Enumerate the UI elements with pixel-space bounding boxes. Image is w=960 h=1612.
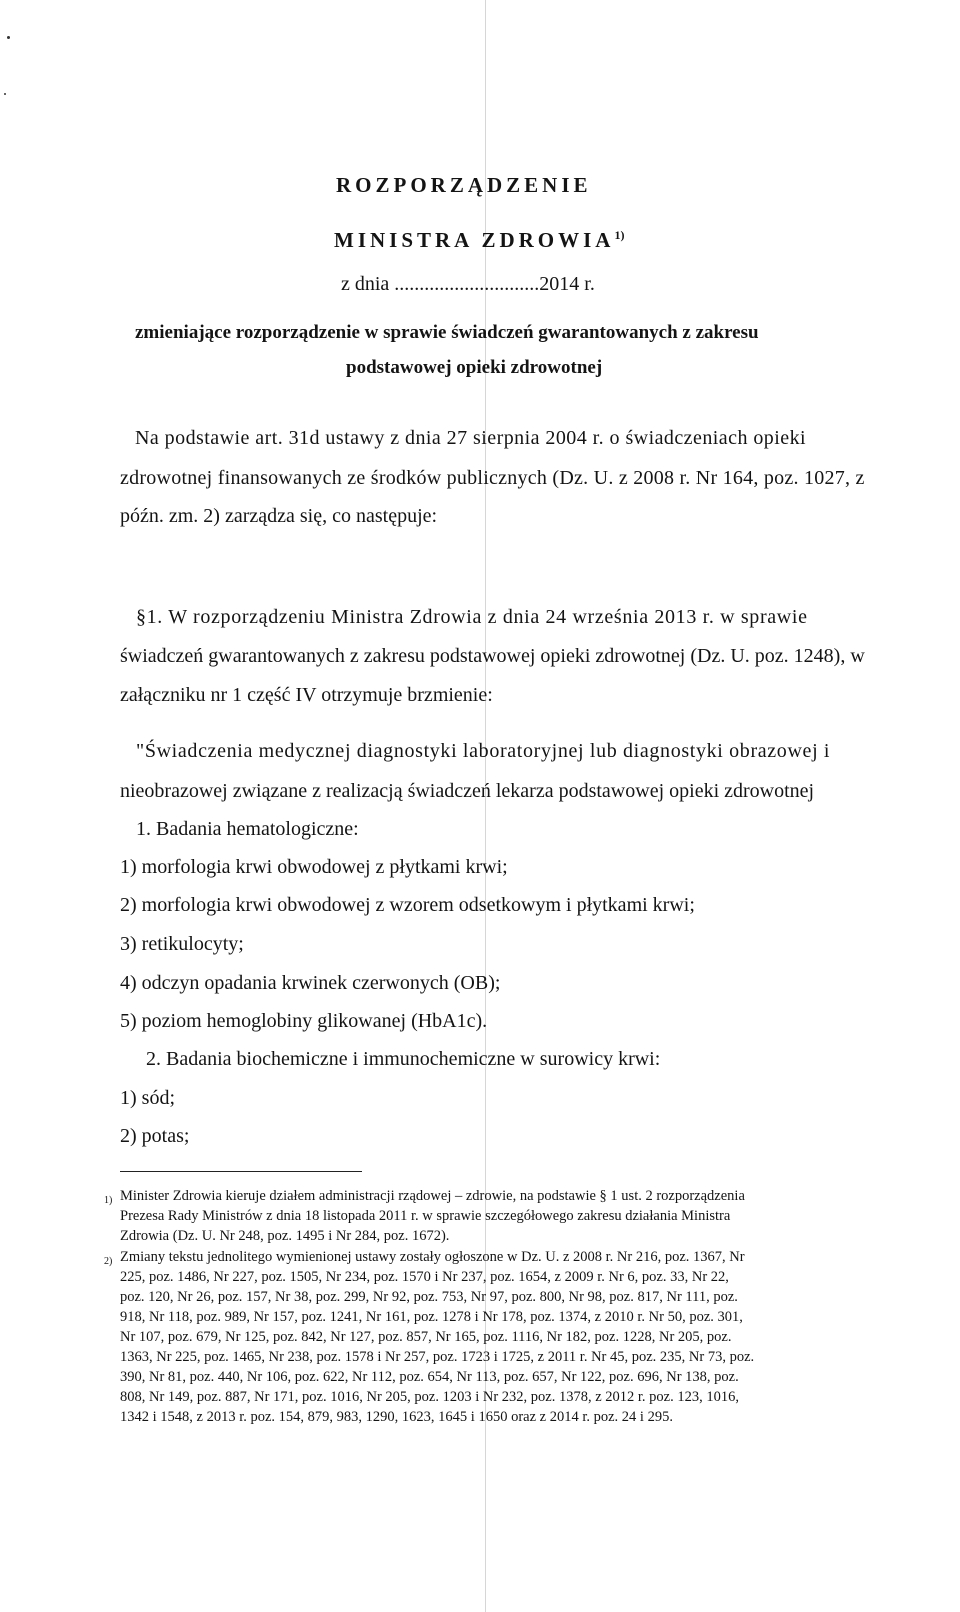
quote-line-1: "Świadczenia medycznej diagnostyki laboratoryjnej lub diagnostyki obrazowej i [136,740,831,762]
footnote-line: 808, Nr 149, poz. 887, Nr 171, poz. 1016, Nr 205, poz. 1203 i Nr 232, poz. 1378, z 2012 r. poz. 123, 1016, [120,1389,739,1405]
footnote-1 [120,1186,745,1246]
footnote-line: 1363, Nr 225, poz. 1465, Nr 238, poz. 1578 i Nr 257, poz. 1723 i 1725, z 2011 r. Nr 45, poz. 235, Nr 73, poz. [120,1349,755,1365]
footnote-separator [120,1171,362,1172]
preamble-line-1: Na podstawie art. 31d ustawy z dnia 27 sierpnia 2004 r. o świadczeniach opieki [135,427,807,449]
footnote-line: 918, Nr 118, poz. 989, Nr 157, poz. 1241, Nr 161, poz. 1278 i Nr 178, poz. 1374, z 2010 r. Nr 50, poz. 301, [120,1309,743,1325]
footnote-line: Zdrowia (Dz. U. Nr 248, poz. 1495 i Nr 284, poz. 1672). [120,1228,450,1244]
list-item: 2) potas; [120,1125,190,1147]
footnote-ref-1: 1) [614,228,625,242]
subject-line-1: zmieniające rozporządzenie w sprawie świadczeń gwarantowanych z zakresu [135,322,759,343]
subject-line-2: podstawowej opieki zdrowotnej [346,357,603,378]
date-line: z dnia .............................2014 r. [341,273,595,295]
footnote-line: 1342 i 1548, z 2013 r. poz. 154, 879, 983, 1290, 1623, 1645 i 1650 oraz z 2014 r. poz. 24 i 295. [120,1409,673,1425]
footnote-line: Minister Zdrowia kieruje działem administracji rządowej – zdrowie, na podstawie § 1 ust. 2 rozporządzenia [120,1188,745,1204]
preamble-line-3: późn. zm. 2) zarządza się, co następuje: [120,505,438,527]
preamble-line-2: zdrowotnej finansowanych ze środków publicznych (Dz. U. z 2008 r. Nr 164, poz. 1027, z [120,467,865,489]
footnote-2 [120,1247,754,1427]
footnote-line: Zmiany tekstu jednolitego wymienionej ustawy zostały ogłoszone w Dz. U. z 2008 r. Nr 216, poz. 1367, Nr [120,1249,745,1265]
footnote-line: Nr 107, poz. 679, Nr 125, poz. 842, Nr 127, poz. 857, Nr 165, poz. 1116, Nr 182, poz. 1228, Nr 205, poz. [120,1329,732,1345]
group-1-title: 1. Badania hematologiczne: [136,818,359,840]
footnote-line: Prezesa Rady Ministrów z dnia 18 listopada 2011 r. w sprawie szczegółowego zakresu działania Ministra [120,1208,731,1224]
list-item: 1) sód; [120,1087,175,1109]
footnote-2-mark: 2) [104,1256,113,1267]
list-item: 5) poziom hemoglobiny glikowanej (HbA1c). [120,1010,488,1032]
footnote-1-mark: 1) [104,1195,113,1206]
footnote-line: 390, Nr 81, poz. 440, Nr 106, poz. 622, Nr 112, poz. 654, Nr 113, poz. 657, Nr 122, poz. 696, Nr 138, poz. [120,1369,739,1385]
footnote-line: 225, poz. 1486, Nr 227, poz. 1505, Nr 234, poz. 1570 i Nr 237, poz. 1654, z 2009 r. Nr 6, poz. 33, Nr 22, [120,1269,729,1285]
issuer-line: MINISTRA ZDROWIA$^{1)}$ [334,228,625,252]
list-item: 3) retikulocyty; [120,933,244,955]
section-1-line-2: świadczeń gwarantowanych z zakresu podstawowej opieki zdrowotnej (Dz. U. poz. 1248), w [120,645,865,667]
list-item: 4) odczyn opadania krwinek czerwonych (OB); [120,972,501,994]
section-1-line-1: §1. W rozporządzeniu Ministra Zdrowia z dnia 24 września 2013 r. w sprawie [136,606,808,628]
list-item: 1) morfologia krwi obwodowej z płytkami krwi; [120,856,508,878]
section-1-line-3: załączniku nr 1 część IV otrzymuje brzmienie: [120,684,493,706]
quote-line-2: nieobrazowej związane z realizacją świadczeń lekarza podstawowej opieki zdrowotnej [120,780,815,802]
document-title: ROZPORZĄDZENIE [336,173,592,197]
list-item: 2) morfologia krwi obwodowej z wzorem odsetkowym i płytkami krwi; [120,894,695,916]
group-2-title: 2. Badania biochemiczne i immunochemiczne w surowicy krwi: [146,1048,661,1070]
footnote-line: poz. 120, Nr 26, poz. 157, Nr 38, poz. 299, Nr 92, poz. 753, Nr 97, poz. 800, Nr 98, poz. 817, Nr 111, poz. [120,1289,738,1305]
